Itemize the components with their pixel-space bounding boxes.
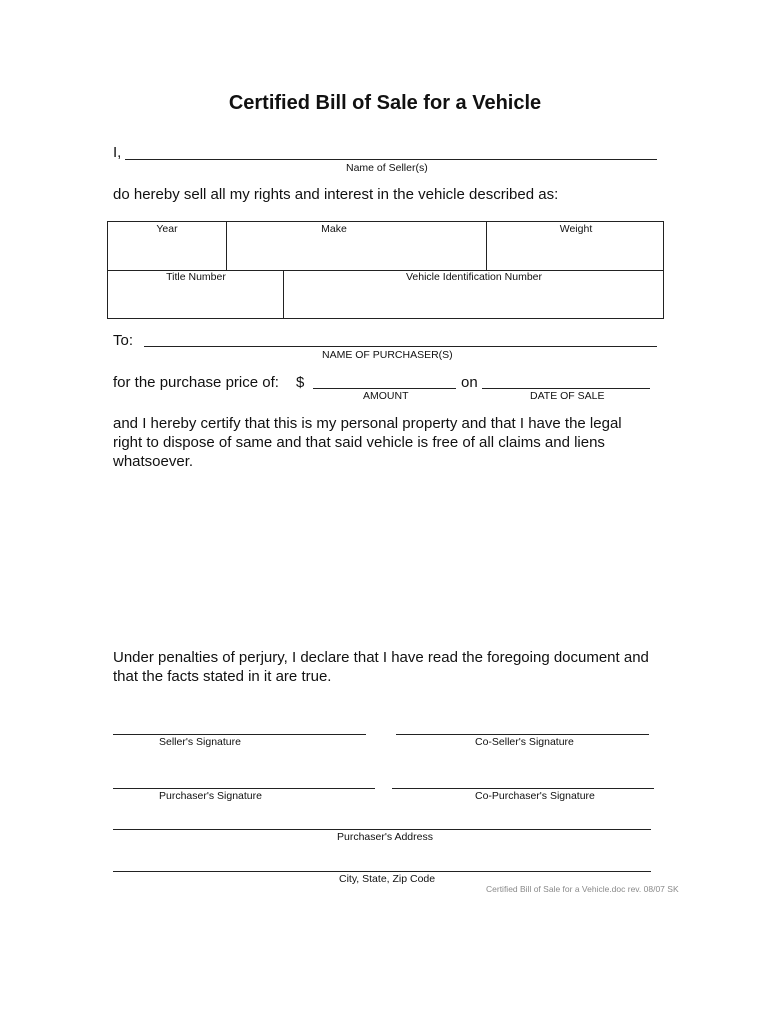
- make-header: Make: [321, 223, 347, 235]
- purchaser-address-field[interactable]: [113, 829, 651, 830]
- currency-symbol: $: [296, 374, 305, 391]
- city-state-zip-field[interactable]: [113, 871, 651, 872]
- certification-paragraph: and I hereby certify that this is my personal property and that I have the legal right to dispose of same and that said vehicle is free of all claims and liens whatsoever.: [113, 415, 622, 470]
- vin-header: Vehicle Identification Number: [406, 271, 542, 283]
- date-of-sale-field[interactable]: [482, 388, 650, 389]
- purchaser-address-label: Purchaser's Address: [337, 831, 433, 843]
- co-purchaser-signature-field[interactable]: [392, 788, 654, 789]
- city-state-zip-label: City, State, Zip Code: [339, 873, 436, 885]
- table-divider: [283, 270, 284, 318]
- table-divider: [226, 222, 227, 270]
- purchaser-name-field[interactable]: [144, 346, 657, 347]
- perjury-paragraph: Under penalties of perjury, I declare that I have read the foregoing document and that the facts stated in it are true.: [113, 649, 649, 685]
- seller-signature-field[interactable]: [113, 734, 366, 735]
- amount-label: AMOUNT: [363, 390, 409, 402]
- seller-signature-label: Seller's Signature: [159, 736, 241, 748]
- seller-prefix: I,: [113, 144, 122, 161]
- purchaser-prefix: To:: [113, 332, 134, 349]
- co-seller-signature-label: Co-Seller's Signature: [475, 736, 574, 748]
- purchaser-name-label: NAME OF PURCHASER(S): [322, 349, 453, 361]
- weight-header: Weight: [559, 223, 593, 235]
- document-footer: Certified Bill of Sale for a Vehicle.doc rev. 08/07 SK: [486, 884, 679, 894]
- purchaser-signature-field[interactable]: [113, 788, 375, 789]
- co-purchaser-signature-label: Co-Purchaser's Signature: [475, 790, 595, 802]
- year-header: Year: [156, 223, 178, 235]
- price-prefix: for the purchase price of:: [113, 374, 279, 391]
- page-title: Certified Bill of Sale for a Vehicle: [228, 92, 542, 114]
- amount-field[interactable]: [313, 388, 456, 389]
- co-seller-signature-field[interactable]: [396, 734, 649, 735]
- on-word: on: [461, 374, 478, 391]
- seller-name-field[interactable]: [125, 159, 657, 160]
- table-divider: [486, 222, 487, 270]
- title-number-header: Title Number: [166, 271, 226, 283]
- sell-statement: do hereby sell all my rights and interest in the vehicle described as:: [113, 186, 559, 203]
- date-of-sale-label: DATE OF SALE: [530, 390, 605, 402]
- seller-name-label: Name of Seller(s): [346, 162, 428, 174]
- purchaser-signature-label: Purchaser's Signature: [159, 790, 262, 802]
- vehicle-table: [107, 221, 664, 319]
